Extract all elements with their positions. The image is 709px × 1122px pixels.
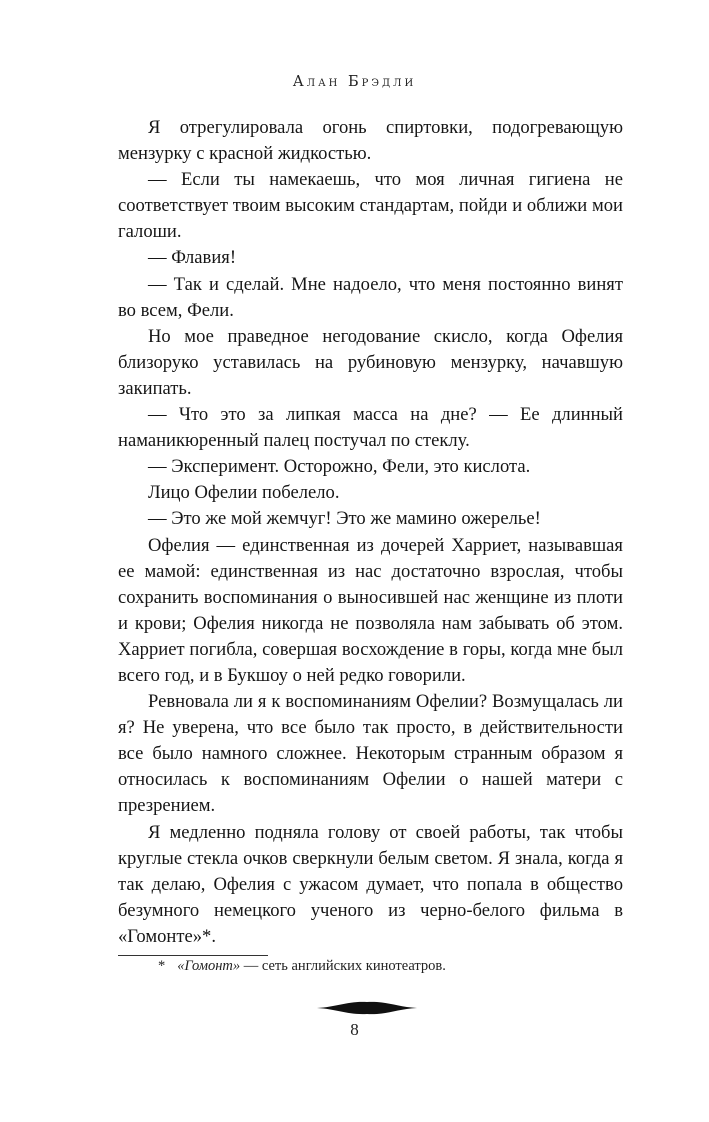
footnote-term: «Гомонт» (177, 958, 241, 974)
paragraph: Но мое праведное негодование скисло, когда Офелия близоруко уставилась на рубиновую мензурку, начавшую закипать. (118, 325, 623, 399)
footnote (158, 958, 628, 975)
paragraph: Ревновала ли я к воспоминаниям Офелии? Возмущалась ли я? Не уверена, что все было так просто, в действительности все было намного сложнее. Некоторым странным образом я относилась к воспоминаниям Офелии о нашей матери с презрением. (118, 691, 623, 817)
page-number: 8 (350, 1020, 359, 1039)
paragraph: — Так и сделай. Мне надоело, что меня постоянно винят во всем, Фели. (118, 273, 623, 321)
footnote-marker: * (158, 958, 166, 974)
paragraph: Я медленно подняла голову от своей работы, так чтобы круглые стекла очков сверкнули белым светом. Я знала, когда я так делаю, Офелия с ужасом думает, что попала в общество безумного немецкого ученого из черно-белого фильма в «Гомонте»*. (118, 821, 623, 947)
ornament-shape (317, 1002, 417, 1014)
paragraph: — Эксперимент. Осторожно, Фели, это кислота. (148, 456, 531, 478)
footnote-text: — сеть английских кинотеатров. (240, 958, 446, 974)
paragraph: — Что это за липкая масса на дне? — Ее длинный наманикюренный палец постучал по стеклу. (118, 404, 623, 452)
paragraph: Я отрегулировала огонь спиртовки, подогревающую мензурку с красной жидкостью. (118, 117, 623, 165)
footnote-divider (118, 955, 268, 956)
body-text (118, 115, 623, 950)
page-ornament-icon (317, 1001, 417, 1015)
paragraph: — Флавия! (148, 247, 237, 269)
paragraph: Офелия — единственная из дочерей Харриет, называвшая ее мамой: единственная из нас достаточно взрослая, чтобы сохранить воспоминания о выносившей нас женщине из плоти и крови; Офелия никогда не позволяла нам забывать об этом. Харриет погибла, совершая восхождение в горы, когда мне был всего год, и в Букшоу о ней редко говорили. (118, 534, 623, 686)
paragraph: — Если ты намекаешь, что моя личная гигиена не соответствует твоим высоким стандартам, пойди и оближи мои галоши. (118, 169, 623, 243)
paragraph: — Это же мой жемчуг! Это же мамино ожерелье! (148, 508, 541, 530)
paragraph: Лицо Офелии побелело. (148, 482, 340, 504)
running-head: Алан Брэдли (292, 74, 417, 90)
